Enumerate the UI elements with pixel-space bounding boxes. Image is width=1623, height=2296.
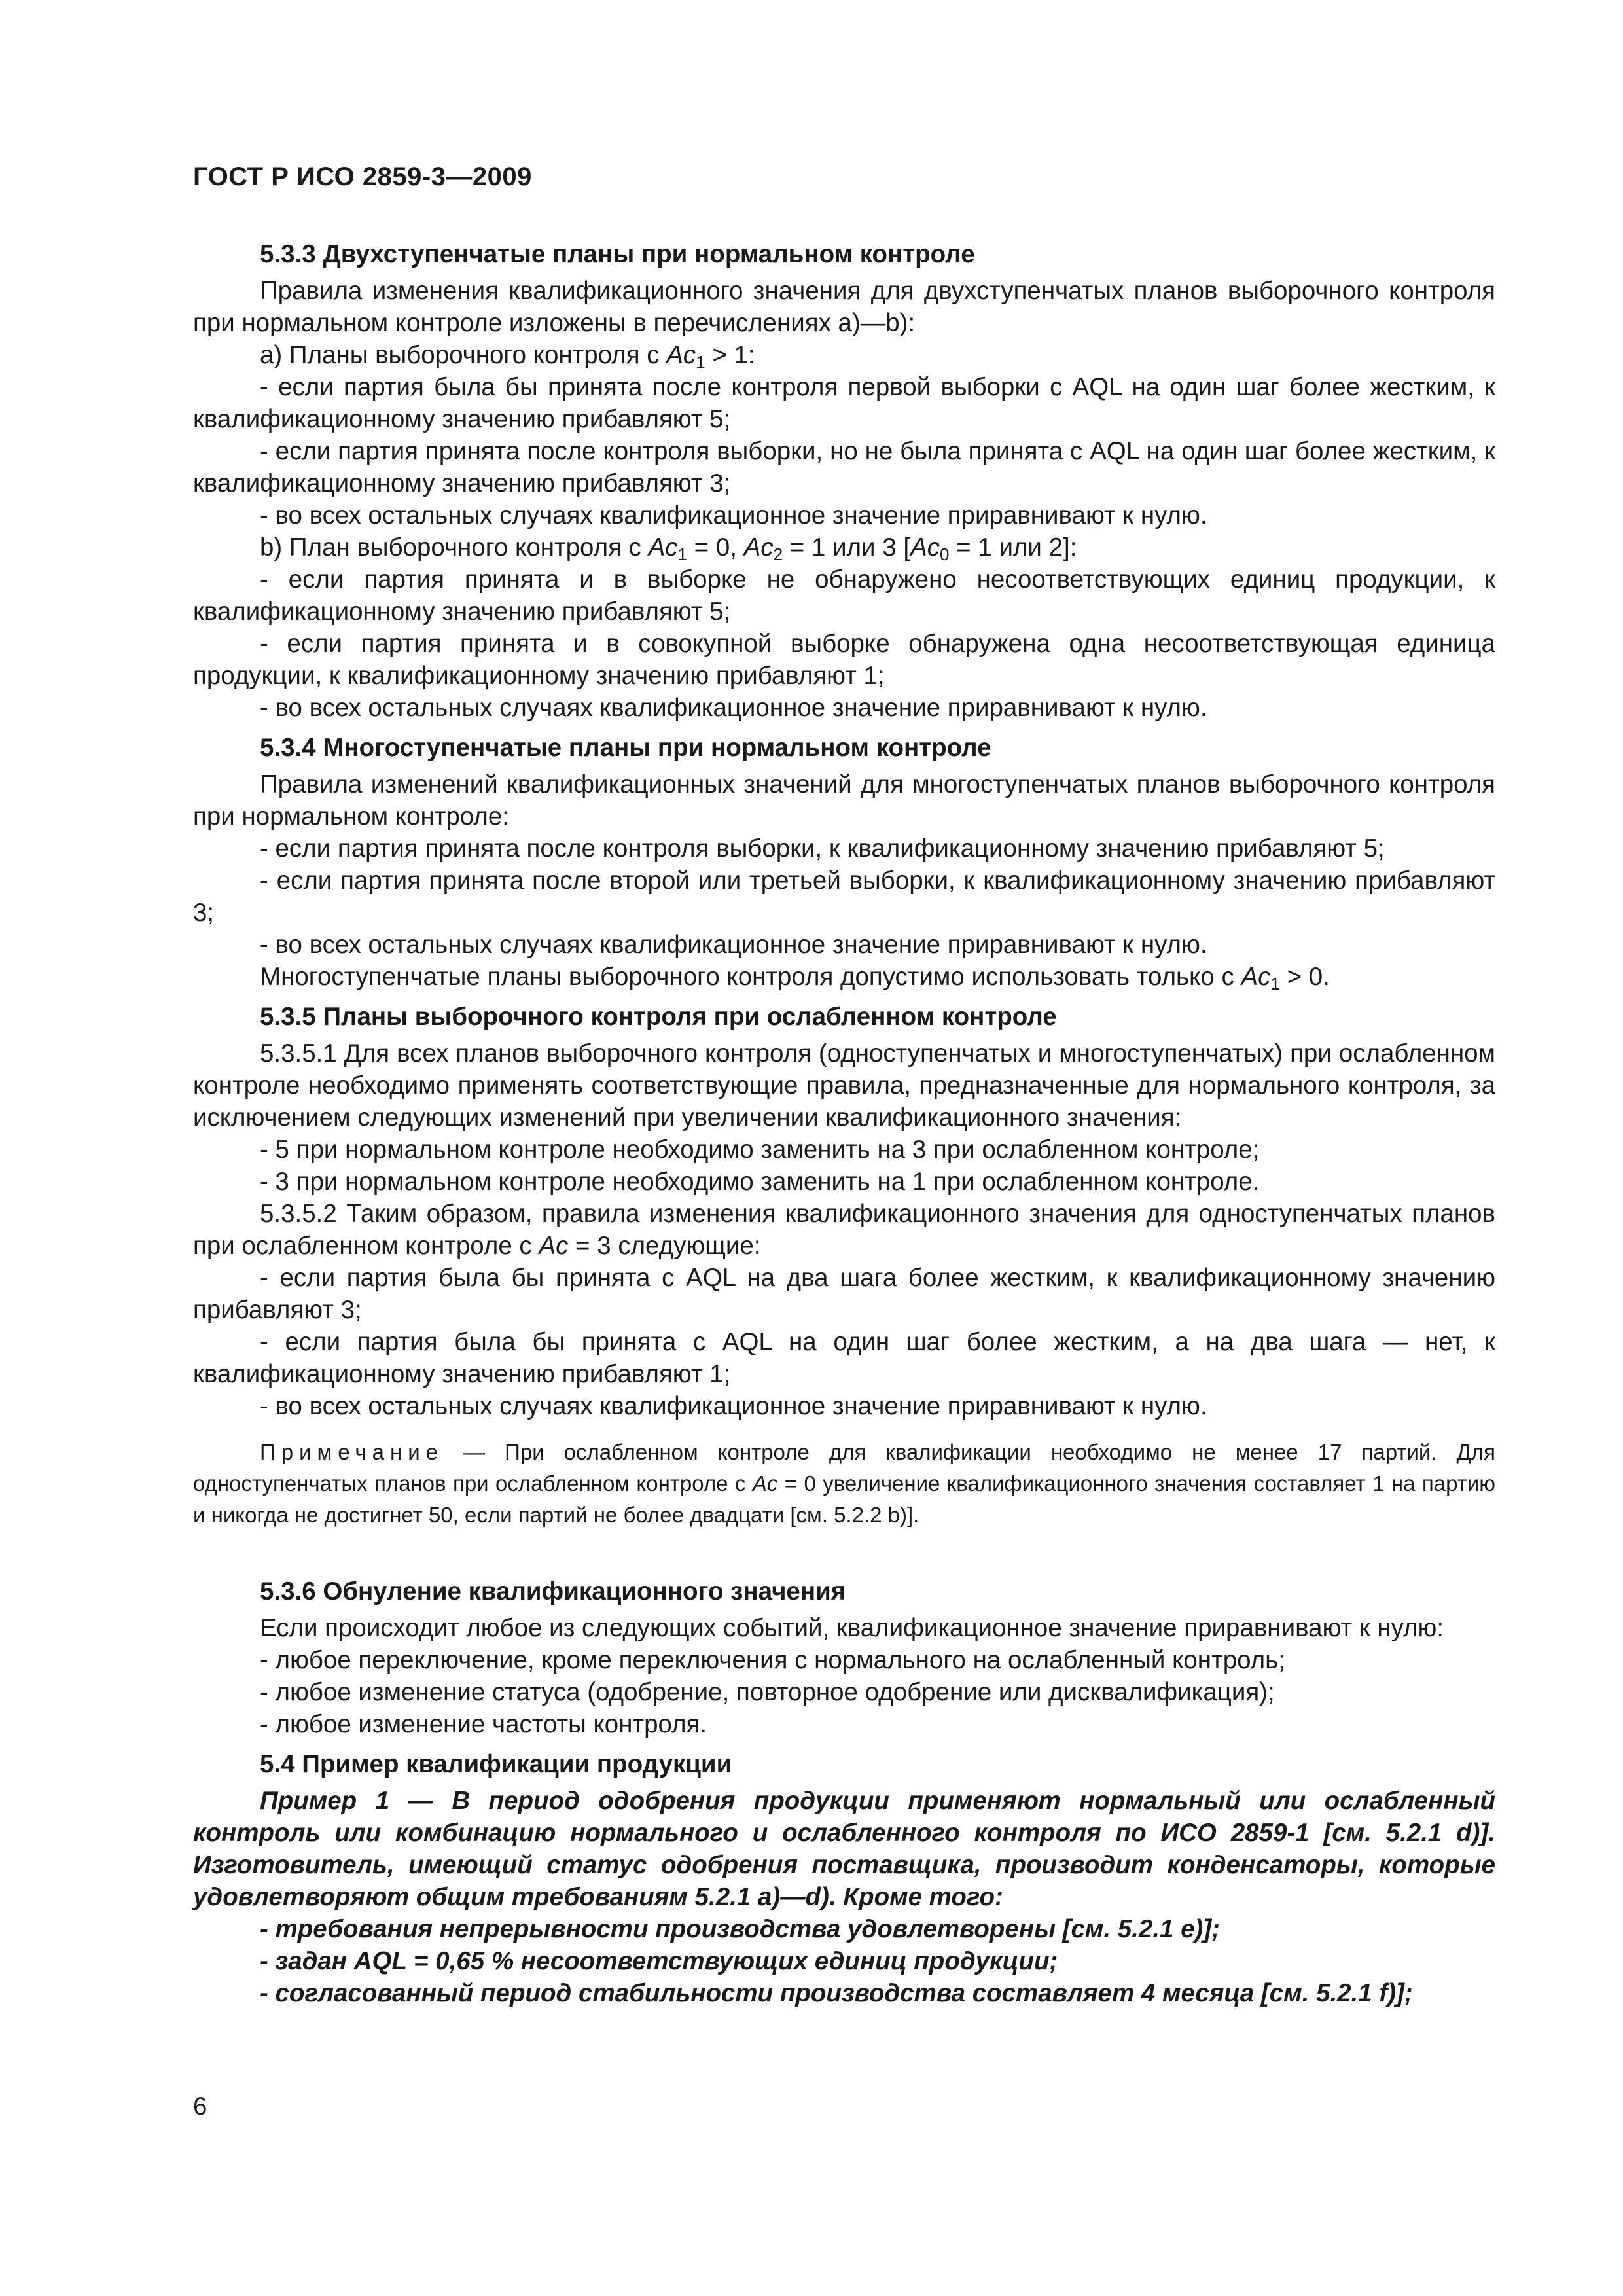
list-item: - если партия была бы принята после контроля первой выборки с AQL на один шаг более жестким, к квалификационному значению прибавляют 5; — [193, 373, 1495, 433]
section-heading-5-3-4: 5.3.4 Многоступенчатые планы при нормальном контроле — [260, 734, 991, 762]
list-item: - 5 при нормальном контроле необходимо заменить на 3 при ослабленном контроле; — [260, 1136, 1260, 1164]
list-item: - во всех остальных случаях квалификационное значение приравнивают к нулю. — [260, 501, 1207, 529]
section-heading-5-3-6: 5.3.6 Обнуление квалификационного значения — [260, 1577, 846, 1605]
list-item: - 3 при нормальном контроле необходимо заменить на 1 при ослабленном контроле. — [260, 1168, 1260, 1196]
list-item: - если партия была бы принята с AQL на два шага более жестким, к квалификационному значению прибавляют 3; — [193, 1264, 1495, 1324]
list-item: - любое переключение, кроме переключения с нормального на ослабленный контроль; — [260, 1646, 1285, 1674]
list-item: - во всех остальных случаях квалификационное значение приравнивают к нулю. — [260, 1392, 1207, 1420]
list-item: - согласованный период стабильности производства составляет 4 месяца [см. 5.2.1 f)]; — [260, 1979, 1413, 2007]
list-item: - если партия принята и в выборке не обнаружено несоответствующих единиц продукции, к квалификационному значению прибавляют 5; — [193, 565, 1495, 626]
list-item: - если партия была бы принята с AQL на один шаг более жестким, а на два шага — нет, к квалификационному значению прибавляют 1; — [193, 1328, 1495, 1388]
list-item: - во всех остальных случаях квалификационное значение приравнивают к нулю. — [260, 931, 1207, 959]
paragraph: 5.3.5.1 Для всех планов выборочного контроля (одноступенчатых и многоступенчатых) при ослабленном контроле необходимо применять соответствующие правила, предназначенные для нормального контроля, за исключением следующих изменений при увеличении квалификационного значения: — [193, 1039, 1495, 1132]
list-item: - задан AQL = 0,65 % несоответствующих единиц продукции; — [260, 1947, 1058, 1975]
list-item-a: а) Планы выборочного контроля с $Ac_1 > 1$: — [260, 341, 755, 372]
paragraph: 5.3.5.2 Таким образом, правила изменения квалификационного значения для одноступенчатых планов при ослабленном контроле с Ac = 3 следующие: — [193, 1200, 1495, 1260]
note-label: Примечание — [260, 1440, 444, 1464]
page-content — [193, 230, 1495, 2009]
example-paragraph: Пример 1 — В период одобрения продукции применяют нормальный или ослабленный контроль или комбинацию нормального и ослабленного контроля по ИСО 2859-1 [см. 5.2.1 d)]. Изготовитель, имеющий статус одобрения поставщика, производит конденсаторы, которые удовлетворяют общим требованиям 5.2.1 а)—d). Кроме того: — [193, 1787, 1495, 1911]
list-item: - если партия принята после второй или третьей выборки, к квалификационному значению прибавляют 3; — [193, 867, 1495, 927]
section-heading-5-3-3: 5.3.3 Двухступенчатые планы при нормальном контроле — [260, 240, 975, 268]
page-number: 6 — [193, 2092, 207, 2121]
list-item: - если партия принята и в совокупной выборке обнаружена одна несоответствующая единица продукции, к квалификационному значению прибавляют 1; — [193, 630, 1495, 690]
section-heading-5-4: 5.4 Пример квалификации продукции — [260, 1750, 732, 1778]
paragraph: Правила изменения квалификационного значения для двухступенчатых планов выборочного контроля при нормальном контроле изложены в перечислениях а)—b): — [193, 277, 1495, 337]
section-heading-5-3-5: 5.3.5 Планы выборочного контроля при ослабленном контроле — [260, 1003, 1057, 1031]
list-item: - если партия принята после контроля выборки, но не была принята с AQL на один шаг более жестким, к квалификационному значению прибавляют 3; — [193, 437, 1495, 497]
example-block — [193, 1785, 1495, 2009]
list-item: - требования непрерывности производства удовлетворены [см. 5.2.1 е)]; — [260, 1915, 1220, 1943]
paragraph: Многоступенчатые планы выборочного контроля допустимо использовать только с $Ac_1 > 0$. — [260, 963, 1330, 994]
note: Примечание — При ослабленном контроле для квалификации необходимо не менее 17 партий. Для одноступенчатых планов при ослабленном контроле с Ac = 0 увеличение квалификационного значения составляет 1 на партию и никогда не достигнет 50, если партий не более двадцати [см. 5.2.2 b)]. — [193, 1440, 1496, 1527]
list-item: - любое изменение частоты контроля. — [260, 1710, 707, 1738]
paragraph: Если происходит любое из следующих событий, квалификационное значение приравнивают к нулю: — [260, 1614, 1444, 1642]
list-item: - во всех остальных случаях квалификационное значение приравнивают к нулю. — [260, 694, 1207, 722]
document-code-header: ГОСТ Р ИСО 2859-3—2009 — [193, 162, 532, 191]
list-item: - если партия принята после контроля выборки, к квалификационному значению прибавляют 5; — [260, 834, 1385, 863]
list-item-b: b) План выборочного контроля с $Ac_1 = 0$, $Ac_2 = 1$ или 3 [$Ac_0 = 1$ или 2]: — [260, 533, 1077, 564]
list-item: - любое изменение статуса (одобрение, повторное одобрение или дисквалификация); — [260, 1678, 1275, 1706]
paragraph: Правила изменений квалификационных значений для многоступенчатых планов выборочного контроля при нормальном контроле: — [193, 770, 1495, 831]
